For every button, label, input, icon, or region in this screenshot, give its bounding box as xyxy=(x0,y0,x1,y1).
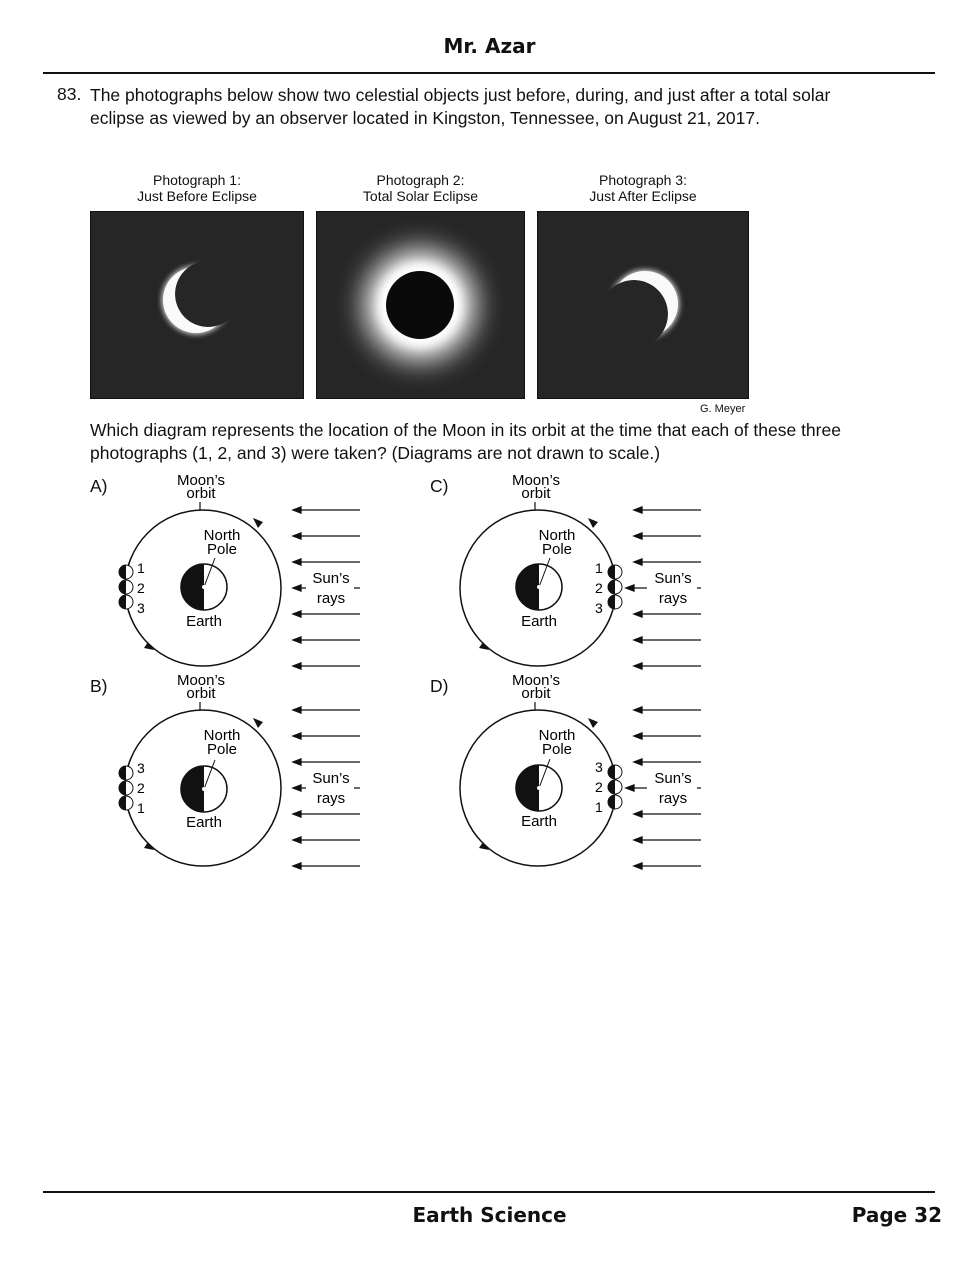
orbit-direction-arrow-top-icon xyxy=(588,718,598,728)
question-prompt: Which diagram represents the location of the Moon in its orbit at the time that each of these three photographs (1, 2, and 3) were taken? (Diagrams are not drawn to scale.) xyxy=(90,420,841,463)
orbit-direction-arrow-bottom-icon xyxy=(144,642,154,650)
orbit-direction-arrow-top-icon xyxy=(253,518,263,528)
moon-phase-icon xyxy=(608,595,622,609)
moon-position-number: 2 xyxy=(137,780,145,796)
moons-orbit-label-line1: Moon’s xyxy=(511,472,561,489)
photo-2-caption xyxy=(316,172,525,204)
photo-3-caption xyxy=(537,172,749,204)
moon-phase-icon xyxy=(119,580,133,594)
moon-positions xyxy=(608,765,622,809)
moons-orbit-label-line1: Moon’s xyxy=(176,672,226,689)
sun-rays-label-line2: rays xyxy=(316,790,346,807)
north-pole-label-line2: Pole xyxy=(206,541,238,558)
header-divider xyxy=(43,72,935,74)
moon-positions xyxy=(119,565,133,609)
orbit-direction-arrow-top-icon xyxy=(588,518,598,528)
earth-icon xyxy=(181,558,227,610)
moon-position-number: 3 xyxy=(137,760,145,776)
north-pole-label-line2: Pole xyxy=(541,741,573,758)
choice-b-diagram[interactable] xyxy=(110,670,370,870)
north-pole-label-line1: North xyxy=(538,527,576,544)
north-pole-label-line1: North xyxy=(203,727,241,744)
moon-position-number: 1 xyxy=(595,560,603,576)
photo-1-crescent-before-eclipse xyxy=(90,211,304,399)
moon-phase-icon xyxy=(119,565,133,579)
choice-d-diagram[interactable] xyxy=(445,670,705,870)
photo-3-caption-subtitle: Just After Eclipse xyxy=(589,188,697,204)
footer-divider xyxy=(43,1191,935,1193)
moons-orbit-label-line2: orbit xyxy=(186,685,216,702)
earth-icon xyxy=(516,558,562,610)
photo-2-caption-title: Photograph 2: xyxy=(376,172,465,188)
moon-phase-icon xyxy=(119,595,133,609)
moon-phase-icon xyxy=(119,766,133,780)
photo-1-caption-subtitle: Just Before Eclipse xyxy=(137,188,257,204)
moon-position-number: 1 xyxy=(595,799,603,815)
moon-positions xyxy=(119,766,133,810)
moon-position-number: 3 xyxy=(595,759,603,775)
question-number: 83. xyxy=(57,84,82,104)
choice-b-label[interactable]: B) xyxy=(90,676,108,696)
north-pole-label-line2: Pole xyxy=(541,541,573,558)
moon-phase-icon xyxy=(608,565,622,579)
orbit-direction-arrow-bottom-icon xyxy=(144,842,154,850)
photo-3-crescent-after-eclipse xyxy=(537,211,749,399)
moon-position-number: 3 xyxy=(595,600,603,616)
moons-orbit-label-line2: orbit xyxy=(186,485,216,502)
sun-rays-label-line1: Sun’s xyxy=(654,770,692,787)
moons-orbit-label-line2: orbit xyxy=(521,485,551,502)
orbit-direction-arrow-top-icon xyxy=(253,718,263,728)
photo-1-caption xyxy=(90,172,304,204)
photo-credit: G. Meyer xyxy=(700,403,746,415)
north-pole-label-line1: North xyxy=(538,727,576,744)
choice-c-label[interactable]: C) xyxy=(430,476,449,496)
earth-icon xyxy=(181,760,227,812)
earth-label: Earth xyxy=(186,814,222,831)
photo-2-caption-subtitle: Total Solar Eclipse xyxy=(362,188,479,204)
photo-3-caption-title: Photograph 3: xyxy=(599,172,687,188)
sun-rays-label-line1: Sun’s xyxy=(654,570,692,587)
moon-phase-icon xyxy=(119,796,133,810)
sun-rays-label-line1: Sun’s xyxy=(312,570,350,587)
sun-rays-label-line2: rays xyxy=(316,590,346,607)
earth-label: Earth xyxy=(521,813,557,830)
photo-1-caption-title: Photograph 1: xyxy=(153,172,241,188)
moons-orbit-label-line2: orbit xyxy=(521,685,551,702)
moon-phase-icon xyxy=(608,765,622,779)
footer-page-number: Page 32 xyxy=(851,1203,942,1227)
choice-d-label[interactable]: D) xyxy=(430,676,449,696)
photo-2-total-eclipse xyxy=(316,211,525,399)
moon-positions xyxy=(608,565,622,609)
north-pole-label-line1: North xyxy=(203,527,241,544)
orbit-direction-arrow-bottom-icon xyxy=(479,642,489,650)
sun-rays-label-line2: rays xyxy=(658,590,688,607)
moon-position-number: 2 xyxy=(595,580,603,596)
moon-position-number: 2 xyxy=(595,779,603,795)
earth-label: Earth xyxy=(521,613,557,630)
moons-orbit-label-line1: Moon’s xyxy=(176,472,226,489)
moon-position-number: 1 xyxy=(137,800,145,816)
moon-position-number: 1 xyxy=(137,560,145,576)
footer-subject: Earth Science xyxy=(412,1203,567,1227)
choice-a-diagram[interactable] xyxy=(110,470,370,670)
earth-icon xyxy=(516,759,562,811)
moon-phase-icon xyxy=(119,781,133,795)
moon-position-number: 3 xyxy=(137,600,145,616)
moon-phase-icon xyxy=(608,795,622,809)
sun-rays-label-line2: rays xyxy=(658,790,688,807)
moons-orbit-label-line1: Moon’s xyxy=(511,672,561,689)
orbit-direction-arrow-bottom-icon xyxy=(479,842,489,850)
question-text: The photographs below show two celestial objects just before, during, and just after a total solar eclipse as viewed by an observer located in Kingston, Tennessee, on August 21, 2017. xyxy=(90,85,831,128)
earth-label: Earth xyxy=(186,613,222,630)
choice-c-diagram[interactable] xyxy=(445,470,705,670)
moon-position-number: 2 xyxy=(137,580,145,596)
moon-phase-icon xyxy=(608,780,622,794)
sun-rays-label-line1: Sun’s xyxy=(312,770,350,787)
choice-a-label[interactable]: A) xyxy=(90,476,108,496)
north-pole-label-line2: Pole xyxy=(206,741,238,758)
page-header-title: Mr. Azar xyxy=(443,34,536,58)
moon-phase-icon xyxy=(608,580,622,594)
